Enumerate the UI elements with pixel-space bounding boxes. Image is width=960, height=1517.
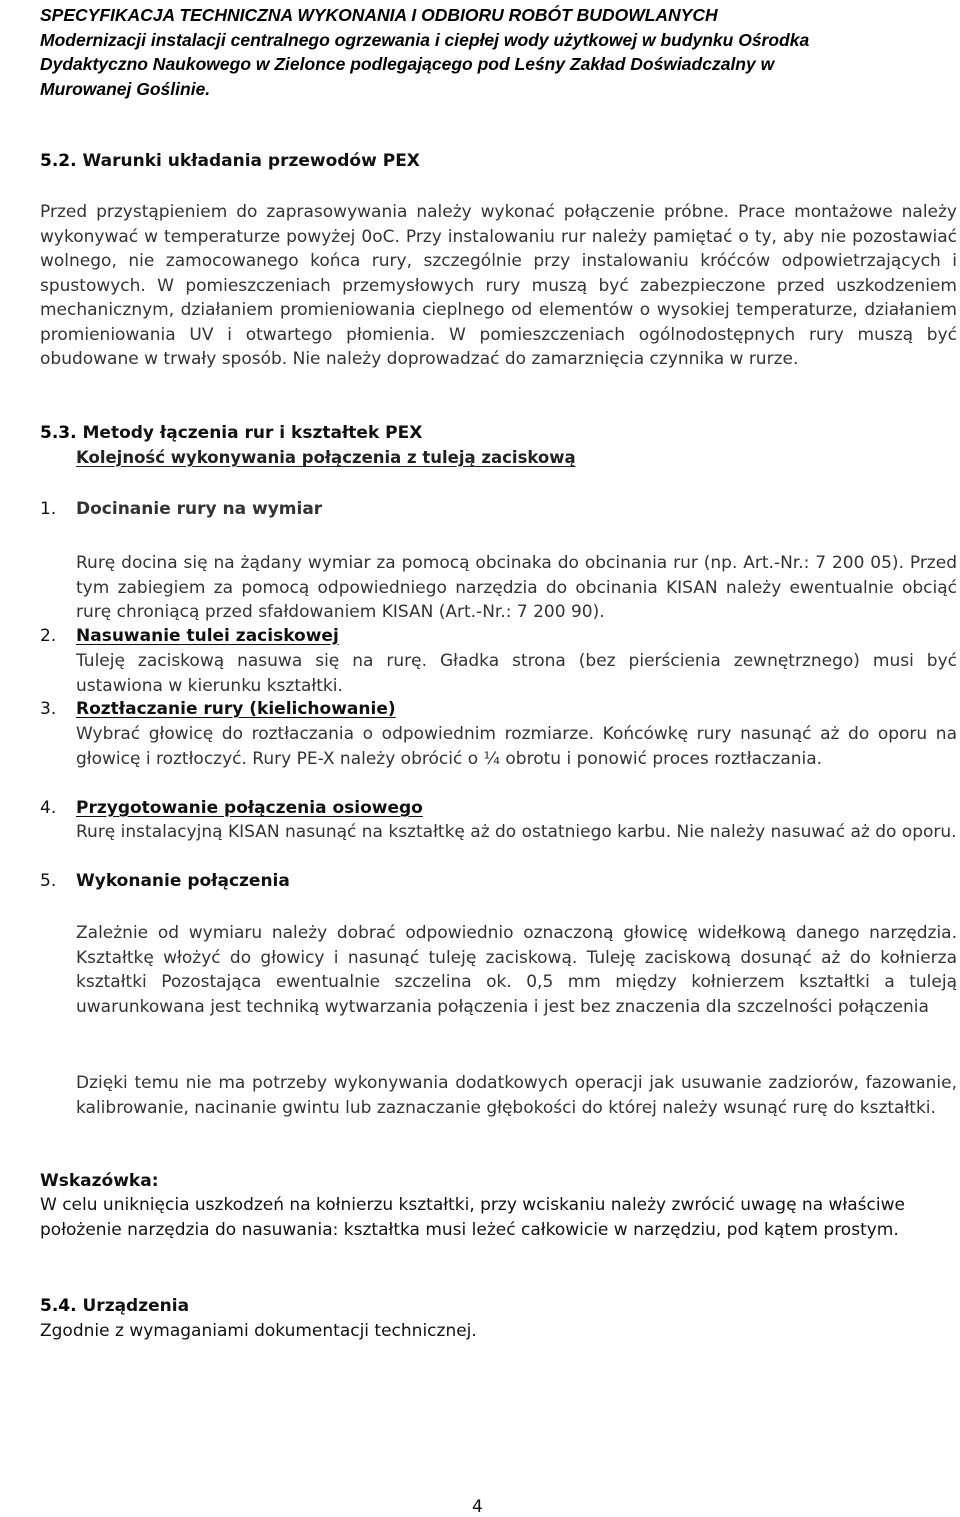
section-title: Warunki układania przewodów PEX bbox=[82, 151, 420, 171]
header-line-3: Dydaktyczno Naukowego w Zielonce podlegającego pod Leśny Zakład Doświadczalny w bbox=[40, 54, 775, 74]
list-number: 3. bbox=[40, 699, 57, 719]
item-5-paragraph-1: Zależnie od wymiaru należy dobrać odpowiednio oznaczoną głowicę widełkową danego narzędzia. Kształtkę włożyć do głowicy i nasunąć tuleję zaciskową. Tuleję zaciskową dosunąć aż do kołnierza kształtki Pozostająca ewentualnie szczelina ok. 0,5 mm między kołnierzem kształtki a tuleją uwarunkowana jest techniką wytwarzania połączenia i jest bez znaczenia dla szczelności połączenia bbox=[76, 923, 957, 1017]
section-title: Metody łączenia rur i kształtek PEX bbox=[82, 423, 423, 443]
section-number: 5.3. bbox=[40, 423, 77, 443]
section-number: 5.4. bbox=[40, 1296, 77, 1316]
item-2-text: Tuleję zaciskową nasuwa się na rurę. Gładka strona (bez pierścienia zewnętrznego) musi być ustawiona w kierunku kształtki. bbox=[76, 651, 957, 696]
item-2-title: Nasuwanie tulei zaciskowej bbox=[76, 626, 339, 646]
item-1-text: Rurę docina się na żądany wymiar za pomocą obcinaka do obcinania rur (np. Art.-Nr.: 7 200 05). Przed tym zabiegiem za pomocą odpowiedniego narzędzia do obcinania KISAN należy ewentualnie obciąć rurę chroniącą przed sfałdowaniem KISAN (Art.-Nr.: 7 200 90). bbox=[76, 553, 957, 622]
section-title: Urządzenia bbox=[82, 1296, 190, 1316]
item-3-text: Wybrać głowicę do roztłaczania o odpowiednim rozmiarze. Końcówkę rury nasunąć aż do oporu na głowicę i roztłoczyć. Rury PE-X należy obrócić o ¼ obrotu i ponowić proces roztłaczania. bbox=[76, 724, 957, 769]
section-5-4-heading bbox=[40, 1294, 189, 1319]
hint-title: Wskazówka: bbox=[40, 1171, 159, 1191]
item-1-title: Docinanie rury na wymiar bbox=[76, 499, 323, 519]
section-5-4-text: Zgodnie z wymaganiami dokumentacji technicznej. bbox=[40, 1321, 477, 1341]
item-5-title: Wykonanie połączenia bbox=[76, 871, 290, 891]
list-number: 5. bbox=[40, 871, 57, 891]
list-number: 1. bbox=[40, 499, 57, 519]
item-5-paragraph-2: Dzięki temu nie ma potrzeby wykonywania dodatkowych operacji jak usuwanie zadziorów, fazowanie, kalibrowanie, nacinanie gwintu lub zaznaczanie głębokości do której należy wsunąć rurę do kształtki. bbox=[76, 1073, 957, 1118]
section-number: 5.2. bbox=[40, 151, 77, 171]
page-number: 4 bbox=[472, 1497, 483, 1517]
document-header bbox=[40, 3, 940, 101]
header-line-1: SPECYFIKACJA TECHNICZNA WYKONANIA I ODBIORU ROBÓT BUDOWLANYCH bbox=[40, 5, 718, 25]
section-5-3-heading bbox=[40, 421, 422, 446]
list-number: 4. bbox=[40, 798, 57, 818]
item-4-text: Rurę instalacyjną KISAN nasunąć na kształtkę aż do ostatniego karbu. Nie należy nasuwać aż do oporu. bbox=[76, 822, 957, 842]
header-line-4: Murowanej Goślinie. bbox=[40, 78, 211, 99]
section-5-3-subtitle: Kolejność wykonywania połączenia z tuleją zaciskową bbox=[76, 448, 576, 467]
list-number: 2. bbox=[40, 626, 57, 646]
item-3-title: Roztłaczanie rury (kielichowanie) bbox=[76, 699, 396, 719]
section-5-2-text: Przed przystąpieniem do zaprasowywania należy wykonać połączenie próbne. Prace montażowe należy wykonywać w temperaturze powyżej 0oC. Przy instalowaniu rur należy pamiętać o ty, aby nie pozostawiać wolnego, nie zamocowanego końca rury, szczególnie przy instalowaniu króćców odpowietrzających i spustowych. W pomieszczeniach przemysłowych rury muszą być zabezpieczone przed uszkodzeniem mechanicznym, działaniem promieniowania cieplnego od elementów o wysokiej temperaturze, działaniem promieniowania UV i otwartego płomienia. W pomieszczeniach ogólnodostępnych rury muszą być obudowane w trwały sposób. Nie należy doprowadzać do zamarznięcia czynnika w rurze. bbox=[40, 202, 957, 369]
header-line-2: Modernizacji instalacji centralnego ogrzewania i ciepłej wody użytkowej w budynku Ośrodka bbox=[40, 29, 810, 50]
item-4-title: Przygotowanie połączenia osiowego bbox=[76, 798, 423, 818]
hint-text: W celu uniknięcia uszkodzeń na kołnierzu kształtki, przy wciskaniu należy zwrócić uwagę na właściwe położenie narzędzia do nasuwania: kształtka musi leżeć całkowicie w narzędziu, pod kątem prostym. bbox=[40, 1195, 905, 1240]
section-5-2-heading bbox=[40, 149, 420, 174]
